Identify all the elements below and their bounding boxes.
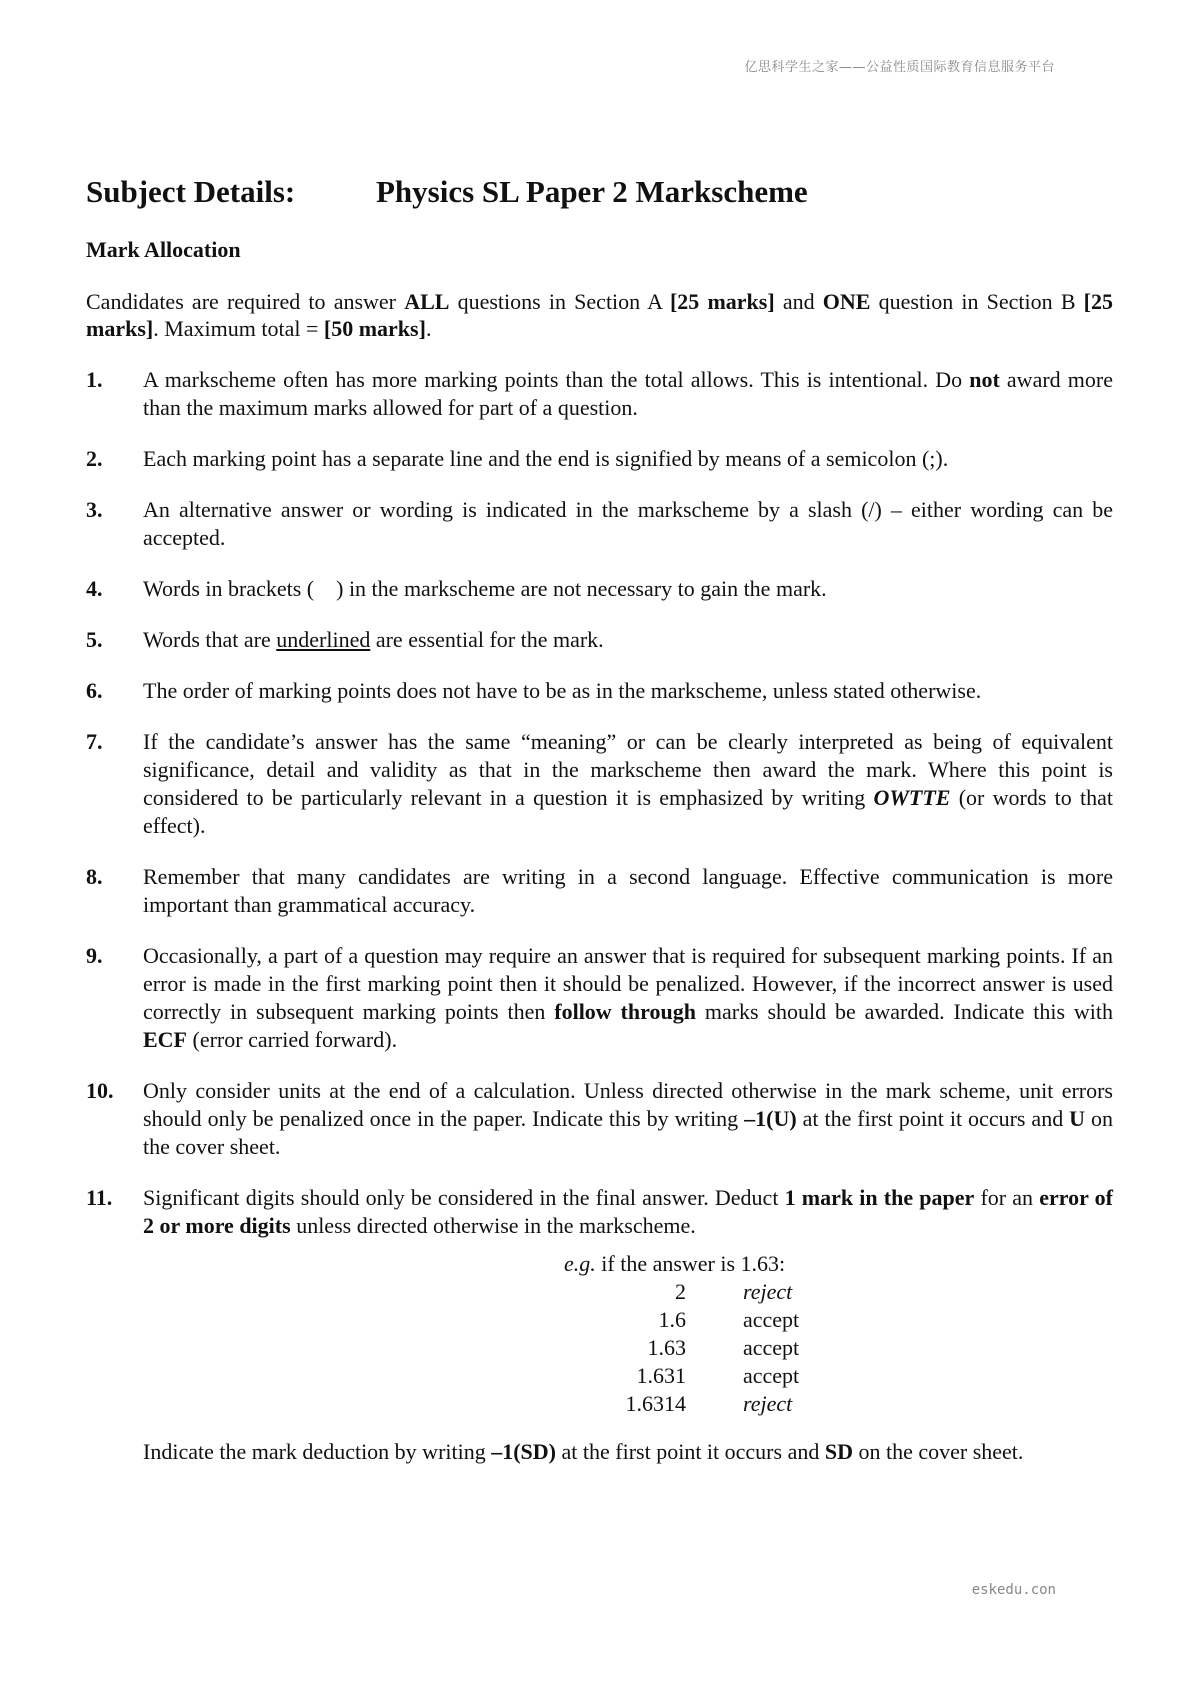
intro-all: ALL bbox=[404, 289, 450, 314]
rule-text: Remember that many candidates are writing in a second language. Effective communication is more important than grammatical accuracy. bbox=[143, 864, 1113, 917]
title-value: Physics SL Paper 2 Markscheme bbox=[376, 174, 808, 209]
rule-number: 5. bbox=[86, 627, 103, 652]
rule-item bbox=[86, 1184, 1113, 1240]
intro-section-a-marks: [25 marks] bbox=[669, 289, 775, 314]
rule-text: Significant digits should only be considered in the final answer. Deduct 1 mark in the paper for an error of 2 or more digits unless directed otherwise in the markscheme. bbox=[143, 1185, 1113, 1238]
rule-item bbox=[86, 677, 1113, 705]
rule-number: 1. bbox=[86, 367, 103, 392]
document-body bbox=[86, 170, 1113, 1466]
rule-text: A markscheme often has more marking points than the total allows. This is intentional. Do not award more than the maximum marks allowed for part of a question. bbox=[143, 367, 1113, 420]
intro-text: . Maximum total = bbox=[153, 316, 324, 341]
example-result: accept bbox=[743, 1363, 800, 1388]
rule-text: Words that are underlined are essential for the mark. bbox=[143, 627, 604, 652]
rule-text: The order of marking points does not have to be as in the markscheme, unless stated otherwise. bbox=[143, 678, 982, 703]
rule-number: 7. bbox=[86, 729, 103, 754]
rule-item bbox=[86, 496, 1113, 552]
rule-text: Occasionally, a part of a question may require an answer that is required for subsequent marking points. If an error is made in the first marking point then it should be penalized. However, if the incorrect answer is used correctly in subsequent marking points then follow through marks should be awarded. Indicate this with ECF (error carried forward). bbox=[143, 943, 1114, 1052]
rule-text: Only consider units at the end of a calculation. Unless directed otherwise in the mark scheme, unit errors should only be penalized once in the paper. Indicate this by writing –1(U) at the first point it occurs and U on the cover sheet. bbox=[143, 1078, 1114, 1159]
rule-item bbox=[86, 728, 1113, 840]
example-intro: e.g. if the answer is 1.63: bbox=[564, 1251, 786, 1276]
intro-text: . bbox=[425, 316, 432, 341]
rule-text: An alternative answer or wording is indicated in the markscheme by a slash (/) – either wording can be accepted. bbox=[143, 497, 1113, 550]
rules-list bbox=[86, 366, 1113, 1240]
rule-number: 11. bbox=[86, 1185, 113, 1210]
rule-item bbox=[86, 445, 1113, 473]
rule-number: 8. bbox=[86, 864, 103, 889]
example-result: reject bbox=[743, 1279, 793, 1304]
rule-item bbox=[86, 626, 1113, 654]
intro-text: question in Section B bbox=[870, 289, 1084, 314]
rule-number: 4. bbox=[86, 576, 103, 601]
example-value: 1.6314 bbox=[625, 1391, 686, 1416]
intro-text: Candidates are required to answer bbox=[86, 289, 405, 314]
rule-text: Words in brackets ( ) in the markscheme are not necessary to gain the mark. bbox=[143, 576, 827, 601]
example-row bbox=[478, 1278, 1113, 1306]
intro-text: and bbox=[774, 289, 823, 314]
mark-allocation-paragraph bbox=[86, 288, 1113, 342]
intro-max-total: [50 marks] bbox=[323, 316, 426, 341]
example-result: reject bbox=[743, 1391, 793, 1416]
example-value: 1.6 bbox=[658, 1307, 686, 1332]
rule-text: If the candidate’s answer has the same “meaning” or can be clearly interpreted as being of equivalent significance, detail and validity as that in the markscheme then award the mark. Where this point is considered to be particularly relevant in a question it is emphasized by writing OWTTE (or words to that effect). bbox=[143, 729, 1114, 838]
example-row bbox=[478, 1390, 1113, 1418]
final-note: Indicate the mark deduction by writing –1(SD) at the first point it occurs and SD on the cover sheet. bbox=[143, 1439, 1024, 1464]
example-value: 2 bbox=[675, 1279, 686, 1304]
page-title bbox=[86, 170, 1113, 214]
rule-number: 2. bbox=[86, 446, 103, 471]
rule-item bbox=[86, 1077, 1113, 1161]
intro-text: questions in Section A bbox=[449, 289, 670, 314]
significant-digits-example bbox=[86, 1250, 1113, 1418]
rule-item bbox=[86, 942, 1113, 1054]
example-value: 1.63 bbox=[647, 1335, 686, 1360]
intro-section-b-marks: [25 marks] bbox=[86, 289, 1113, 341]
intro-one: ONE bbox=[822, 289, 871, 314]
rule-item bbox=[86, 863, 1113, 919]
rule-number: 6. bbox=[86, 678, 103, 703]
example-row bbox=[478, 1362, 1113, 1390]
title-label: Subject Details: bbox=[86, 174, 296, 209]
header-watermark: 亿思科学生之家——公益性质国际教育信息服务平台 bbox=[744, 60, 1055, 75]
example-value: 1.631 bbox=[636, 1363, 686, 1388]
rule-item bbox=[86, 366, 1113, 422]
example-row bbox=[478, 1306, 1113, 1334]
example-result: accept bbox=[743, 1307, 800, 1332]
example-row bbox=[478, 1334, 1113, 1362]
rule-number: 9. bbox=[86, 943, 103, 968]
rule-number: 10. bbox=[86, 1078, 114, 1103]
example-result: accept bbox=[743, 1335, 800, 1360]
rule-text: Each marking point has a separate line and the end is signified by means of a semicolon (;). bbox=[143, 446, 949, 471]
rule-number: 3. bbox=[86, 497, 103, 522]
footer-watermark: eskedu.con bbox=[971, 1582, 1056, 1598]
rule-item bbox=[86, 575, 1113, 603]
mark-allocation-heading: Mark Allocation bbox=[86, 237, 241, 262]
